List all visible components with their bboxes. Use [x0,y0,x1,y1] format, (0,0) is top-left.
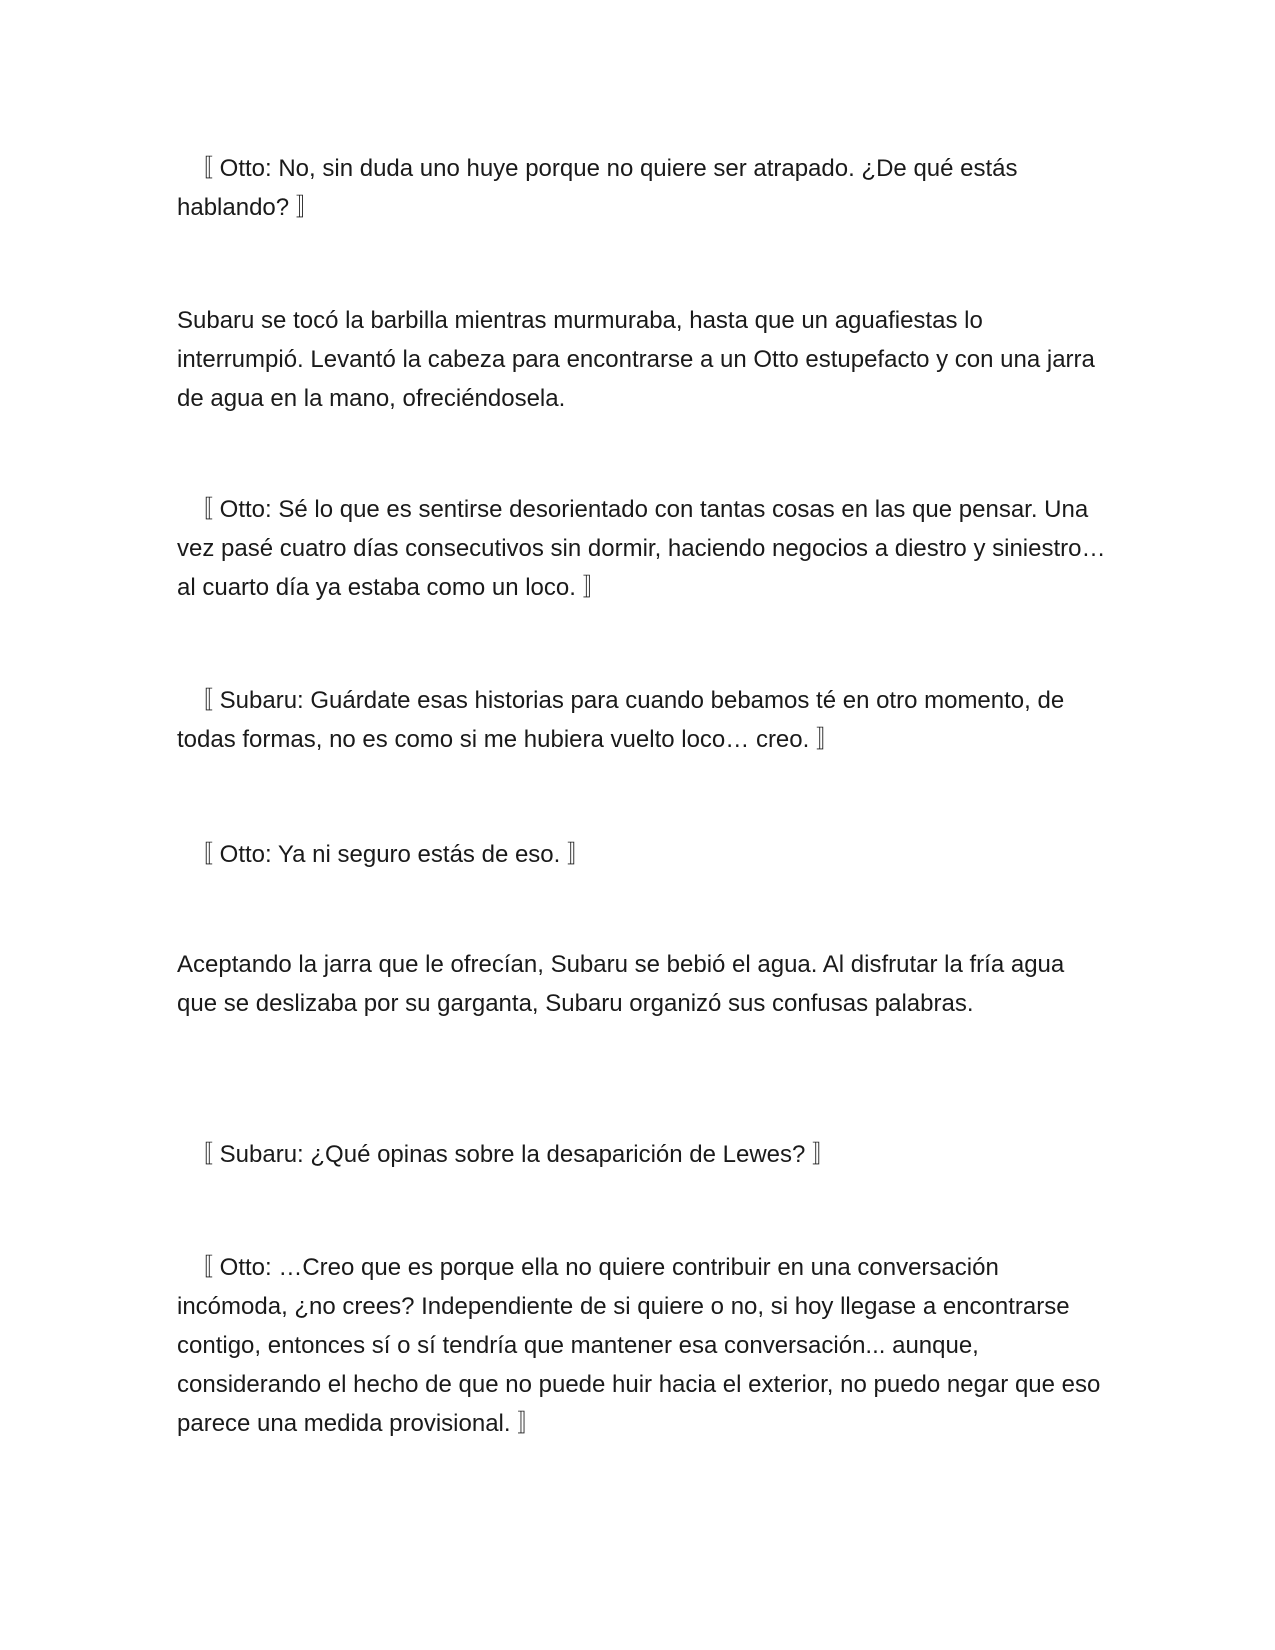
dialogue-subaru-2: 〚 Subaru: ¿Qué opinas sobre la desaparición de Lewes? 〛 [189,1141,837,1168]
dialogue-subaru-1: 〚 Subaru: Guárdate esas historias para cuando bebamos té en otro momento, de todas formas, no es como si me hubiera vuelto loco… creo. 〛 [177,687,1065,753]
dialogue-otto-2: 〚 Otto: Sé lo que es sentirse desorientado con tantas cosas en las que pensar. Una vez pasé cuatro días consecutivos sin dormir, haciendo negocios a diestro y siniestro… al cuarto día ya estaba como un loco. 〛 [177,496,1106,601]
dialogue-otto-3: 〚 Otto: Ya ni seguro estás de eso. 〛 [189,841,591,868]
dialogue-otto-1: 〚 Otto: No, sin duda uno huye porque no quiere ser atrapado. ¿De qué estás hablando? 〛 [177,155,1018,221]
dialogue-otto-4: 〚 Otto: …Creo que es porque ella no quiere contribuir en una conversación incómoda, ¿no crees? Independiente de si quiere o no, si hoy llegase a encontrarse contigo, entonces sí o sí tendría que mantener esa conversación... aunque, considerando el hecho de que no puede huir hacia el exterior, no puedo negar que eso parece una medida provisional. 〛 [177,1254,1101,1437]
narration-paragraph-1: Subaru se tocó la barbilla mientras murmuraba, hasta que un aguafiestas lo interrumpió. Levantó la cabeza para encontrarse a un Otto estupefacto y con una jarra de agua en la mano, ofreciéndosela. [177,307,1095,412]
narration-paragraph-2: Aceptando la jarra que le ofrecían, Subaru se bebió el agua. Al disfrutar la fría agua que se deslizaba por su garganta, Subaru organizó sus confusas palabras. [177,951,1065,1017]
